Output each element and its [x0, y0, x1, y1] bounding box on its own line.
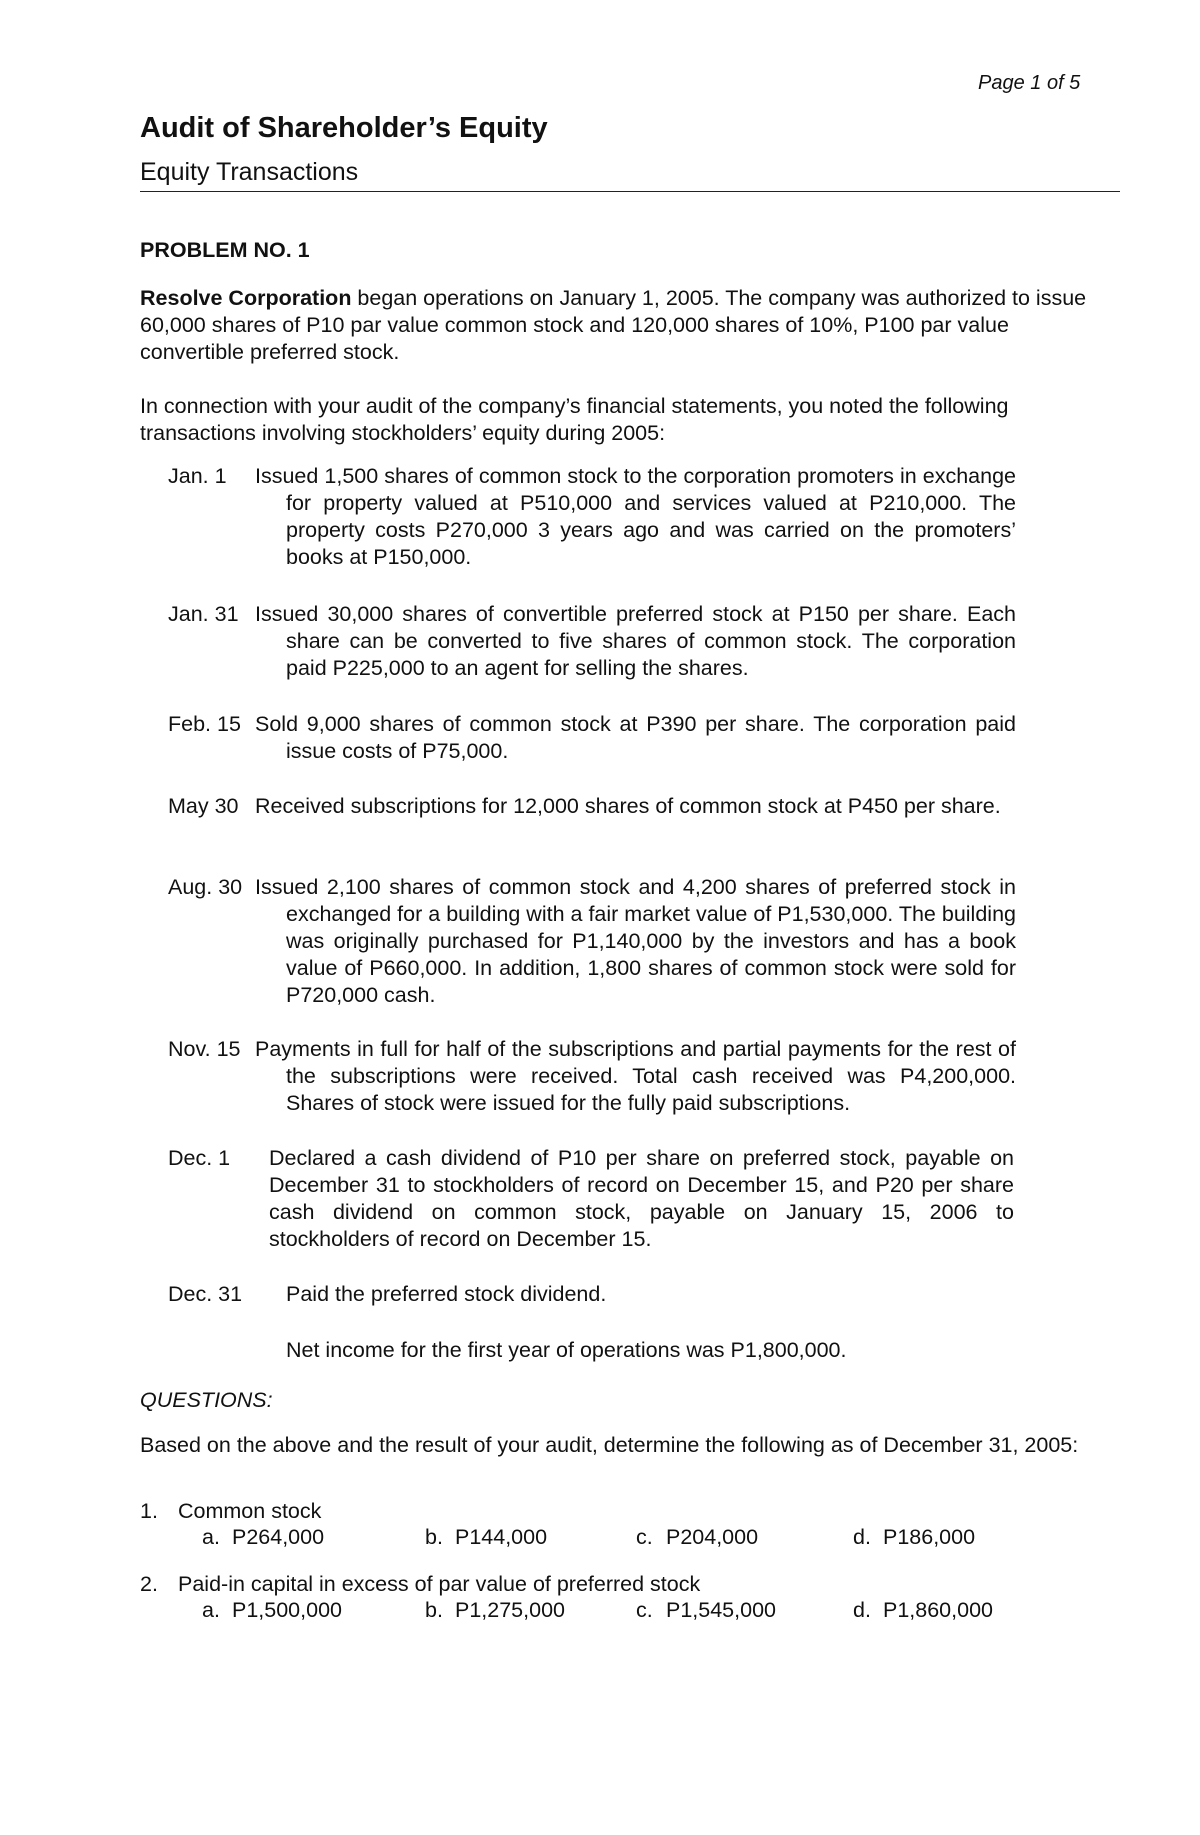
- answer-choice-d[interactable]: [853, 1524, 975, 1551]
- choice-letter: b.: [425, 1598, 443, 1622]
- header-divider: [140, 191, 1120, 192]
- answer-choice-c[interactable]: [636, 1597, 776, 1624]
- page-number: Page 1 of 5: [978, 72, 1081, 94]
- choice-value: P1,545,000: [666, 1598, 776, 1622]
- transaction-description: Payments in full for half of the subscriptions and partial payments for the rest of the subscriptions were received. Total cash received was P4,200,000. Shares of stock were issued for the fully paid subscriptions.: [255, 1037, 1016, 1115]
- answer-choice-c[interactable]: [636, 1524, 758, 1551]
- transaction-description: Paid the preferred stock dividend.: [286, 1282, 607, 1306]
- choice-value: P1,860,000: [883, 1598, 993, 1622]
- transaction-description: [269, 1145, 1014, 1253]
- transaction-description: Issued 1,500 shares of common stock to the corporation promoters in exchange for property valued at P510,000 and services valued at P210,000. The property costs P270,000 3 years ago and was carried on the promoters’ books at P150,000.: [255, 464, 1016, 569]
- choice-letter: a.: [202, 1525, 220, 1549]
- choice-value: P1,500,000: [232, 1598, 342, 1622]
- choice-letter: c.: [636, 1525, 653, 1549]
- question-text: Common stock: [178, 1499, 322, 1523]
- answer-choice-b[interactable]: [425, 1524, 547, 1551]
- transaction-date: Dec. 31: [168, 1282, 243, 1306]
- answer-choice-a[interactable]: [202, 1524, 324, 1551]
- choice-value: P264,000: [232, 1525, 325, 1549]
- transaction-date: May 30: [168, 794, 239, 818]
- company-name: Resolve Corporation: [140, 286, 352, 310]
- intro-text: began operations on January 1, 2005. The company was authorized to issue 60,000 shares of P10 par value common stock and 120,000 shares of 10%, P100 par value convertible preferred stock.: [140, 286, 1087, 364]
- questions-label: QUESTIONS:: [140, 1388, 273, 1412]
- choice-letter: d.: [853, 1598, 871, 1622]
- document-subtitle: Equity Transactions: [140, 158, 359, 186]
- question-text: Paid-in capital in excess of par value of preferred stock: [178, 1572, 701, 1596]
- question-number: 2.: [140, 1572, 158, 1596]
- transaction-date: Feb. 15: [168, 712, 241, 736]
- transaction-description: Issued 2,100 shares of common stock and 4,200 shares of preferred stock in exchanged for a building with a fair market value of P1,530,000. The building was originally purchased for P1,140,000 by the investors and has a book value of P660,000. In addition, 1,800 shares of common stock were sold for P720,000 cash.: [255, 875, 1016, 1007]
- choice-letter: b.: [425, 1525, 443, 1549]
- transaction-date: Jan. 1: [168, 464, 227, 488]
- answer-choice-d[interactable]: [853, 1597, 993, 1624]
- choice-letter: d.: [853, 1525, 871, 1549]
- choice-value: P1,275,000: [455, 1598, 565, 1622]
- problem-heading: PROBLEM NO. 1: [140, 238, 310, 262]
- choice-value: P186,000: [883, 1525, 976, 1549]
- transaction-description: Issued 30,000 shares of convertible preferred stock at P150 per share. Each share can be converted to five shares of common stock. The corporation paid P225,000 to an agent for selling the shares.: [255, 602, 1016, 680]
- choice-value: P144,000: [455, 1525, 548, 1549]
- transaction-description: Sold 9,000 shares of common stock at P390 per share. The corporation paid issue costs of P75,000.: [255, 712, 1016, 763]
- transaction-date: Nov. 15: [168, 1037, 241, 1061]
- answer-choice-b[interactable]: [425, 1597, 565, 1624]
- transaction-date: Jan. 31: [168, 602, 239, 626]
- choice-letter: a.: [202, 1598, 220, 1622]
- based-on-instruction: Based on the above and the result of your audit, determine the following as of December 31, 2005:: [140, 1433, 1079, 1457]
- net-income-note: Net income for the first year of operations was P1,800,000.: [286, 1338, 847, 1362]
- transaction-description: Received subscriptions for 12,000 shares of common stock at P450 per share.: [255, 794, 1001, 818]
- answer-choice-a[interactable]: [202, 1597, 342, 1624]
- question-number: 1.: [140, 1499, 158, 1523]
- choice-letter: c.: [636, 1598, 653, 1622]
- transaction-text: Declared a cash dividend of P10 per share on preferred stock, payable on December 31 to stockholders of record on December 15, and P20 per share cash dividend on common stock, payable on January 15, 2006 to stockholders of record on December 15.: [269, 1146, 1014, 1251]
- transaction-date: Dec. 1: [168, 1146, 231, 1170]
- transactions-intro: In connection with your audit of the company’s financial statements, you noted the following transactions involving stockholders’ equity during 2005:: [140, 394, 1009, 445]
- choice-value: P204,000: [666, 1525, 759, 1549]
- document-title: Audit of Shareholder’s Equity: [140, 112, 548, 144]
- transaction-date: Aug. 30: [168, 875, 243, 899]
- intro-paragraph: [140, 285, 1110, 366]
